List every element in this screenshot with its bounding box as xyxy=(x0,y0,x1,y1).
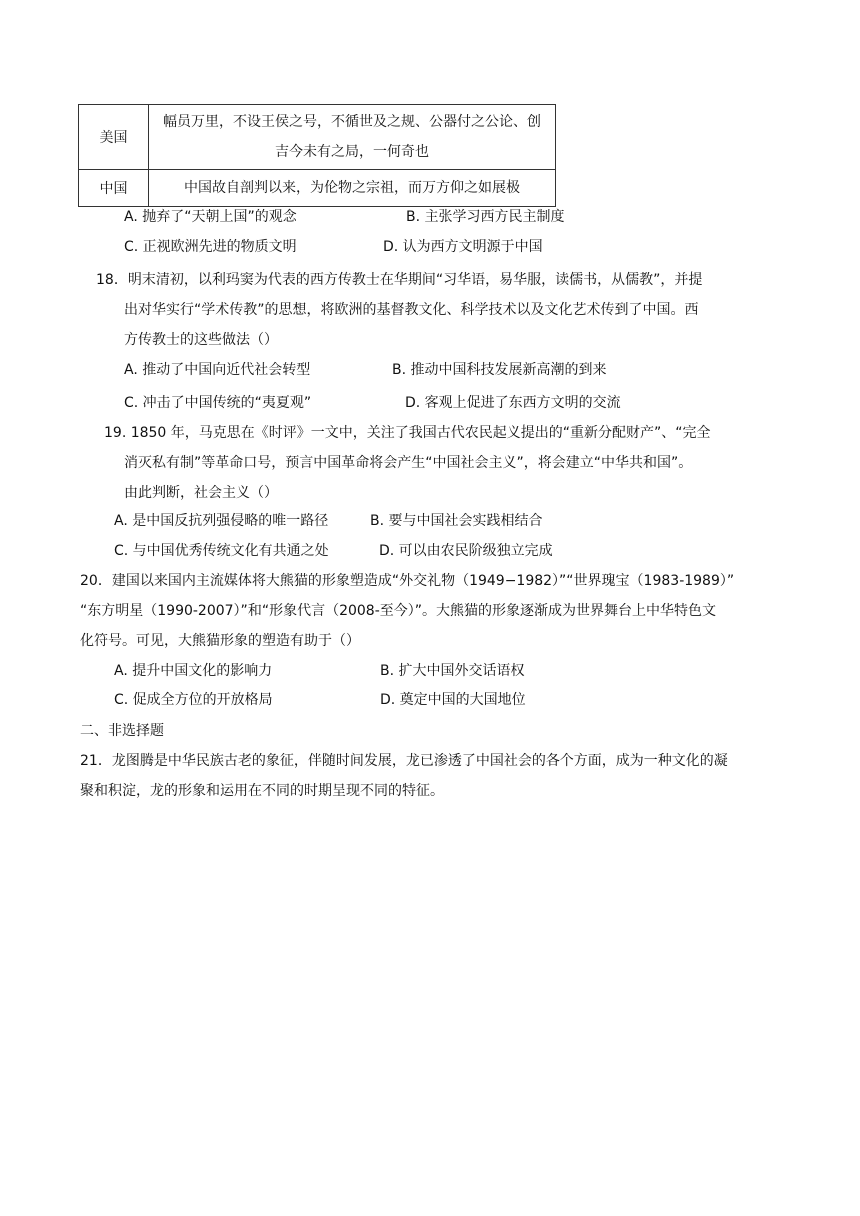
q19-option-d: D. 可以由农民阶级独立完成 xyxy=(379,543,553,559)
table-label-usa: 美国 xyxy=(79,105,149,170)
q17-option-a: A. 抛弃了“天朝上国”的观念 xyxy=(124,209,297,225)
q20-option-d: D. 奠定中国的大国地位 xyxy=(380,692,526,708)
q19-stem-line: 由此判断，社会主义（） xyxy=(124,485,278,501)
q19-stem-line: 消灭私有制”等革命口号，预言中国革命将会产生“中国社会主义”，将会建立“中华共和国”。 xyxy=(124,455,693,471)
table-cell-line: 幅员万里，不设王侯之号，不循世及之规、公器付之公论、创 xyxy=(163,114,541,130)
table-cell-china: 中国故自剖判以来，为伦物之宗祖，而万方仰之如展极 xyxy=(149,170,556,207)
section-title: 二、非选择题 xyxy=(80,723,164,739)
q20-option-a: A. 提升中国文化的影响力 xyxy=(114,663,273,679)
q20-option-c: C. 促成全方位的开放格局 xyxy=(114,692,273,708)
q19-stem-line: 19. 1850 年，马克思在《时评》一文中，关注了我国古代农民起义提出的“重新分配财产”、“完全 xyxy=(104,425,711,441)
q18-stem-line: 出对华实行“学术传教”的思想，将欧洲的基督教文化、科学技术以及文化艺术传到了中国。西 xyxy=(124,302,699,318)
q18-stem-line: 18．明末清初，以利玛窦为代表的西方传教士在华期间“习华语，易华服，读儒书，从儒教”，并提 xyxy=(96,272,703,288)
q20-option-b: B. 扩大中国外交话语权 xyxy=(380,663,525,679)
q18-option-a: A. 推动了中国向近代社会转型 xyxy=(124,362,311,378)
q20-stem-line: “东方明星（1990-2007）”和“形象代言（2008-至今）”。大熊猫的形象逐渐成为世界舞台上中华特色文 xyxy=(80,603,716,619)
q17-option-d: D. 认为西方文明源于中国 xyxy=(383,239,543,255)
q20-stem-line: 20．建国以来国内主流媒体将大熊猫的形象塑造成“外交礼物（1949−1982）”“世界瑰宝（1983-1989）” xyxy=(80,573,735,589)
q21-stem-line: 21．龙图腾是中华民族古老的象征，伴随时间发展，龙已渗透了中国社会的各个方面，成为一种文化的凝 xyxy=(80,753,728,769)
q21-stem-line: 聚和积淀，龙的形象和运用在不同的时期呈现不同的特征。 xyxy=(80,783,444,799)
q17-option-b: B. 主张学习西方民主制度 xyxy=(406,209,565,225)
q18-option-b: B. 推动中国科技发展新高潮的到来 xyxy=(392,362,607,378)
table-row xyxy=(79,170,556,207)
q20-stem-line: 化符号。可见，大熊猫形象的塑造有助于（） xyxy=(80,633,360,649)
source-table xyxy=(78,104,556,207)
table-cell-line: 吉今未有之局，一何奇也 xyxy=(275,144,429,160)
q18-option-c: C. 冲击了中国传统的“夷夏观” xyxy=(124,395,312,411)
q19-option-b: B. 要与中国社会实践相结合 xyxy=(370,513,543,529)
q18-option-d: D. 客观上促进了东西方文明的交流 xyxy=(405,395,621,411)
q19-option-c: C. 与中国优秀传统文化有共通之处 xyxy=(114,543,329,559)
q18-stem-line: 方传教士的这些做法（） xyxy=(124,332,278,348)
table-row xyxy=(79,105,556,170)
table-cell-usa xyxy=(149,105,556,170)
q19-option-a: A. 是中国反抗列强侵略的唯一路径 xyxy=(114,513,329,529)
table-label-china: 中国 xyxy=(79,170,149,207)
q17-option-c: C. 正视欧洲先进的物质文明 xyxy=(124,239,297,255)
